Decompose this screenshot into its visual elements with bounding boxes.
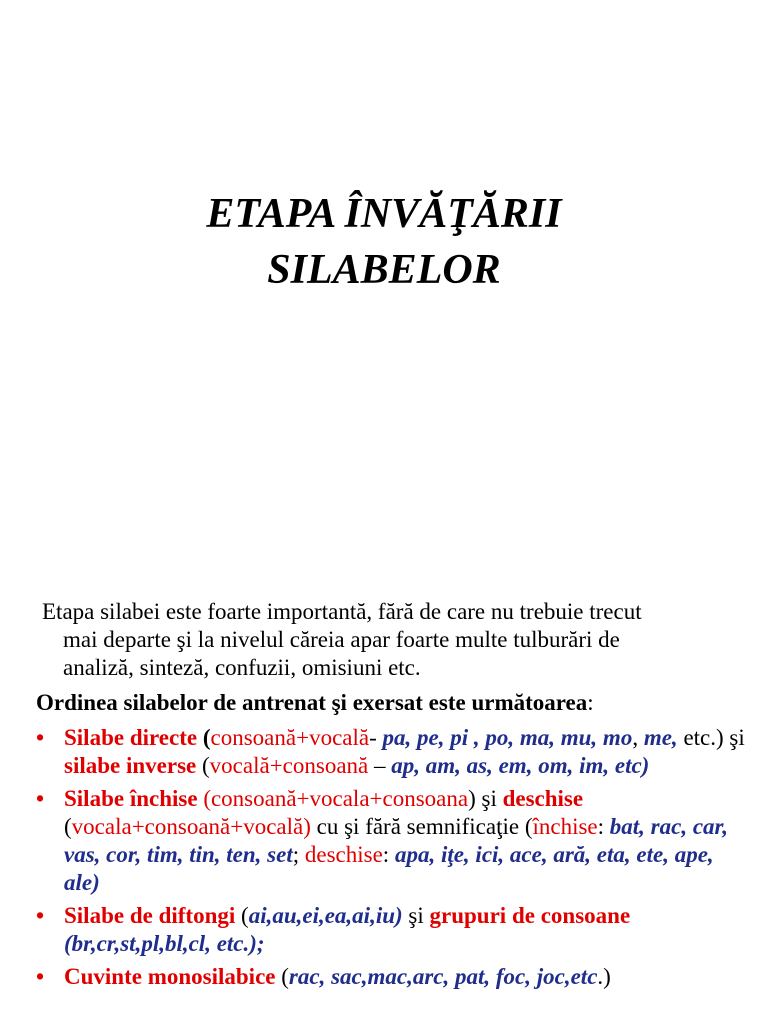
list-item [36,785,748,897]
title-line-2: SILABELOR [267,247,501,293]
bullet-icon: • [36,964,45,989]
list-item [36,724,748,780]
item-text: închise [532,814,598,839]
item-term: Silabe închise [64,786,198,811]
order-heading-colon: : [587,690,594,715]
item-text: : [597,814,610,839]
order-heading [36,689,756,717]
bullet-icon: • [36,725,45,750]
item-text: vocala+consoană+vocală) [71,814,311,839]
item-term: grupuri de consoane [429,903,631,928]
intro-line-3: analiză, sinteză, confuzii, omisiuni etc. [63,655,421,680]
item-text: şi [402,903,430,928]
item-term: deschise [502,786,584,811]
item-term: silabe inverse [64,753,197,778]
item-text: , [632,725,644,750]
item-examples: me, [643,725,678,750]
item-examples: ai,au,ei,ea,ai,iu) [248,903,403,928]
bullet-icon: • [36,903,45,928]
item-examples: rac, sac,mac,arc, pat, foc, joc,etc [288,964,598,989]
item-text: ( [197,725,211,750]
syllable-list [36,724,748,996]
item-examples: bat, rac, car, vas, cor, tim, tin, ten, set [64,814,728,867]
item-text: ) şi [468,786,503,811]
item-examples: (br,cr,st,pl,bl,cl, etc.); [64,931,265,956]
list-item [36,963,748,991]
item-term: Cuvinte monosilabice [64,964,276,989]
item-text: ; [292,842,305,867]
item-text: ( [235,903,249,928]
item-text: vocală+consoană [209,753,369,778]
item-text: ( [196,753,210,778]
page-title [0,186,768,298]
item-text: (consoană+vocala+consoana [203,786,469,811]
item-examples: pa, pe, pi , po, ma, mu, mo [382,725,633,750]
item-examples: apa, iţe, ici, ace, ară, eta, ete, ape, ale) [64,842,714,895]
item-text: etc.) şi [677,725,745,750]
item-text: ( [275,964,289,989]
item-text: consoană+vocală [210,725,370,750]
item-examples: ap, am, as, em, om, im, etc) [391,753,650,778]
item-text: .) [597,964,611,989]
title-line-1: ETAPA ÎNVĂŢĂRII [206,191,562,237]
bullet-icon: • [36,786,45,811]
order-heading-text: Ordinea silabelor de antrenat şi exersat este următoarea [36,690,588,715]
item-text: - [369,725,383,750]
list-item [36,902,748,958]
item-text: deschise [304,842,383,867]
item-term: Silabe directe [64,725,198,750]
item-text: – [368,753,392,778]
item-text: ( [64,814,72,839]
intro-paragraph [36,598,736,682]
intro-line-1: Etapa silabei este foarte importantă, fără de care nu trebuie trecut [42,599,642,624]
item-term: Silabe de diftongi [64,903,236,928]
intro-line-2: mai departe şi la nivelul căreia apar foarte multe tulburări de [63,627,620,652]
item-text: : [382,842,395,867]
item-text: cu şi fără semnificaţie ( [310,814,533,839]
